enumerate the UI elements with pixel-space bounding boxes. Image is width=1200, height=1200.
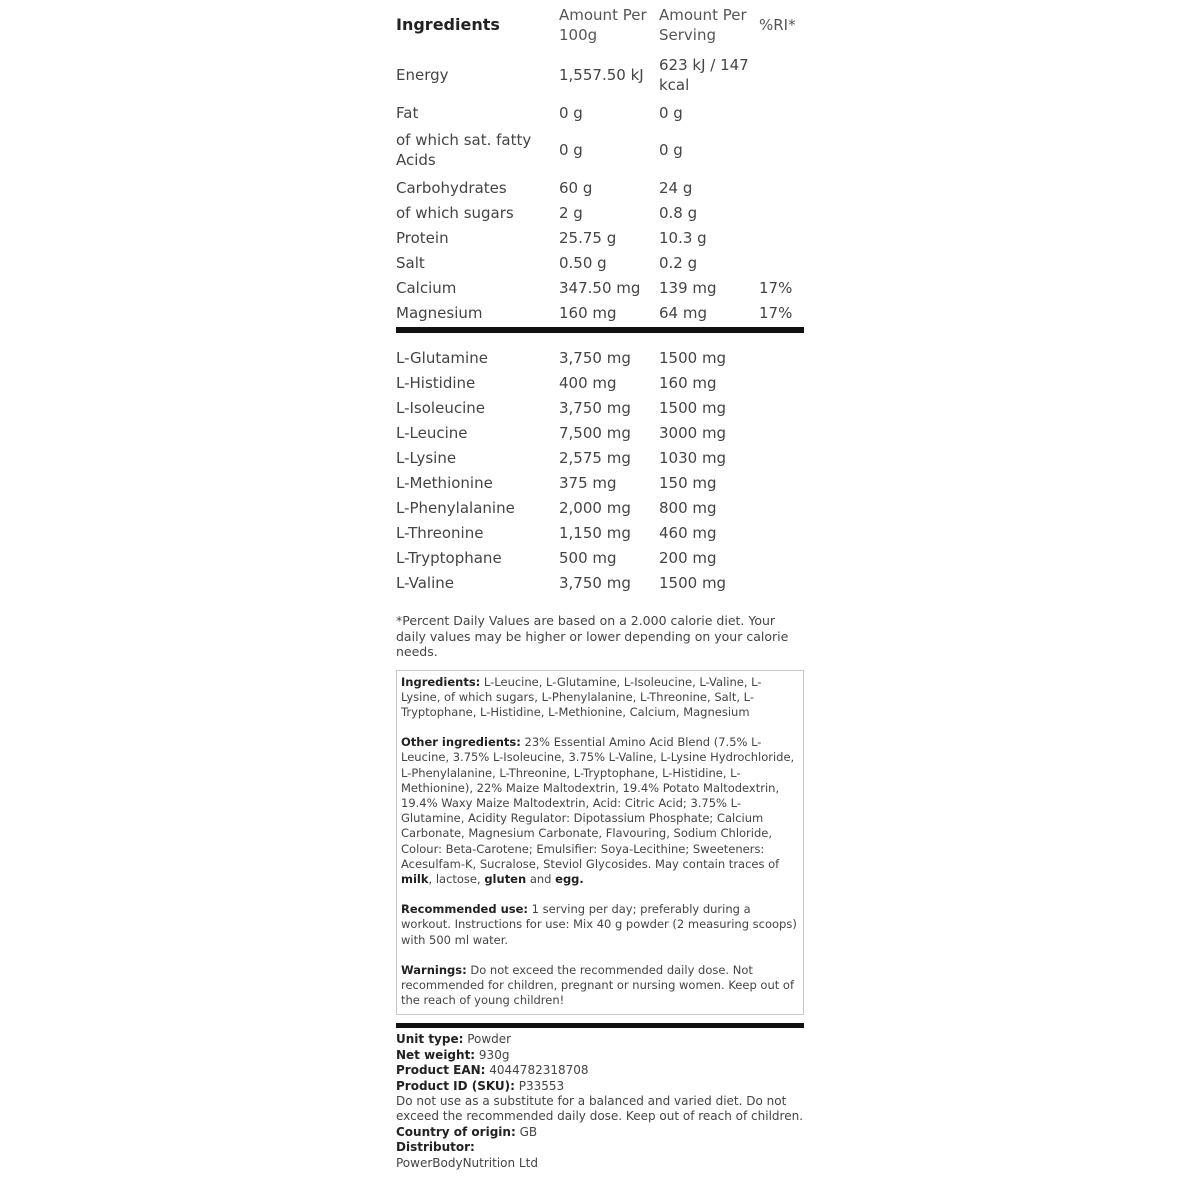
per-serving-value: 160 mg (659, 373, 717, 392)
per-100g-value: 0 g (559, 141, 583, 159)
per-100g-value: 500 mg (559, 548, 617, 567)
ean-value: 4044782318708 (485, 1063, 589, 1078)
nutrient-name: of which sat. fatty Acids (396, 131, 532, 169)
table-row (396, 250, 804, 275)
per-serving-value: 0 g (659, 103, 683, 122)
nutrient-name: Magnesium (396, 303, 483, 322)
per-serving-value: 3000 mg (659, 423, 727, 442)
per-serving-value: 623 kJ / 147 kcal (659, 56, 749, 94)
ri-value (759, 200, 804, 225)
per-serving-value: 1500 mg (659, 398, 727, 417)
per-100g-value: 3,750 mg (559, 398, 631, 417)
ri-value (759, 125, 804, 175)
table-row (396, 470, 804, 495)
net-weight-value: 930g (475, 1047, 510, 1062)
nutrient-name: Energy (396, 66, 449, 84)
amino-name: L-Threonine (396, 523, 484, 542)
table-row (396, 445, 804, 470)
ingredients-info-box (396, 670, 804, 1016)
allergen-gluten: gluten (484, 871, 527, 886)
ri-value (759, 175, 804, 200)
allergen-milk: milk (401, 871, 429, 886)
recommended-use-paragraph (401, 902, 799, 948)
per-100g-value: 2,000 mg (559, 498, 631, 517)
nutrient-name: Fat (396, 103, 419, 122)
nutrient-name: Carbohydrates (396, 178, 507, 197)
unit-type-value: Powder (463, 1032, 512, 1047)
nutrient-rows (396, 50, 804, 325)
allergen-egg: egg. (555, 871, 584, 886)
per-serving-value: 64 mg (659, 303, 707, 322)
header-ingredients: Ingredients (396, 15, 500, 34)
nutrient-name: of which sugars (396, 203, 514, 222)
unit-type-label: Unit type: (396, 1032, 464, 1047)
ri-value (759, 50, 804, 100)
daily-value-footnote: *Percent Daily Values are based on a 2.000 calorie diet. Your daily values may be higher or lower depending on your calorie needs. (396, 613, 789, 659)
amino-name: L-Methionine (396, 473, 493, 492)
distributor-line (396, 1140, 804, 1155)
table-row (396, 345, 804, 370)
unit-divider (396, 1023, 804, 1028)
per-serving-value: 1500 mg (659, 573, 727, 592)
unit-type-line (396, 1032, 804, 1047)
amino-name: L-Leucine (396, 423, 468, 442)
origin-value: GB (515, 1124, 538, 1139)
amino-name: L-Valine (396, 573, 454, 592)
ri-value (759, 250, 804, 275)
amino-acid-table (396, 345, 804, 595)
warnings-paragraph (401, 963, 799, 1009)
per-serving-value: 150 mg (659, 473, 717, 492)
per-serving-value: 460 mg (659, 523, 717, 542)
per-100g-value: 1,557.50 kJ (559, 66, 644, 84)
origin-label: Country of origin: (396, 1124, 516, 1139)
recommended-use-text: 1 serving per day; preferably during a workout. Instructions for use: Mix 40 g powder (2 measuring scoops) with 500 ml water. (401, 902, 797, 947)
table-row (396, 495, 804, 520)
per-100g-value: 2 g (559, 203, 583, 222)
per-100g-value: 375 mg (559, 473, 617, 492)
per-100g-value: 0 g (559, 103, 583, 122)
per-100g-value: 347.50 mg (559, 278, 641, 297)
table-row (396, 300, 804, 325)
amino-name: L-Isoleucine (396, 398, 485, 417)
per-serving-value: 1030 mg (659, 448, 727, 467)
per-serving-value: 0 g (659, 141, 683, 159)
warnings-label: Warnings: (401, 962, 467, 977)
ri-value (759, 225, 804, 250)
table-row (396, 225, 804, 250)
nutrient-name: Salt (396, 253, 425, 272)
ri-value: 17% (759, 303, 793, 322)
per-100g-value: 2,575 mg (559, 448, 631, 467)
per-100g-value: 160 mg (559, 303, 617, 322)
per-serving-value: 139 mg (659, 278, 717, 297)
sku-line (396, 1079, 804, 1094)
allergen-separator: and (526, 871, 556, 886)
per-serving-value: 10.3 g (659, 228, 707, 247)
table-row (396, 175, 804, 200)
amino-name: L-Lysine (396, 448, 457, 467)
per-serving-value: 1500 mg (659, 348, 727, 367)
table-row (396, 275, 804, 300)
sku-value: P33553 (514, 1078, 565, 1093)
other-ingredients-paragraph (401, 735, 799, 887)
ingredients-paragraph (401, 675, 799, 721)
amino-name: L-Tryptophane (396, 548, 502, 567)
per-serving-value: 24 g (659, 178, 693, 197)
nutrition-table (396, 0, 804, 325)
header-per-100g: Amount Per 100g (559, 6, 647, 44)
nutrition-panel (396, 0, 804, 1200)
other-ingredients-label: Other ingredients: (401, 735, 521, 750)
amino-name: L-Phenylalanine (396, 498, 515, 517)
table-row (396, 100, 804, 125)
table-row (396, 50, 804, 100)
other-ingredients-text: 23% Essential Amino Acid Blend (7.5% L-Leucine, 3.75% L-Isoleucine, 3.75% L-Valine, L-Lysine Hydrochloride, L-Phenylalanine, L-Threonine, L-Tryptophane, L-Histidine, L-Methionine), 22% Maize Maltodextrin, 19.4% Potato Maltodextrin, 19.4% Waxy Maize Maltodextrin, Acid: Citric Acid; 3.75% L-Glutamine, Acidity Regulator: Dipotassium Phosphate; Calcium Carbonate, Magnesium Carbonate, Flavouring, Sodium Chloride, Colour: Beta-Carotene; Emulsifier: Soya-Lecithine; Sweeteners: Acesulfam-K, Sucralose, Steviol Glycosides. May contain traces of (401, 735, 795, 871)
net-weight-line (396, 1048, 804, 1063)
nutrient-name: Calcium (396, 278, 457, 297)
ean-line (396, 1063, 804, 1078)
table-header-row (396, 0, 804, 50)
table-row (396, 200, 804, 225)
per-100g-value: 60 g (559, 178, 593, 197)
sku-label: Product ID (SKU): (396, 1078, 515, 1093)
header-ri: %RI* (759, 16, 796, 34)
distributor-label: Distributor: (396, 1140, 475, 1155)
table-row (396, 395, 804, 420)
per-serving-value: 200 mg (659, 548, 717, 567)
warnings-text: Do not exceed the recommended daily dose. Not recommended for children, pregnant or nursing women. Keep out of the reach of young children! (401, 962, 794, 1008)
per-serving-value: 800 mg (659, 498, 717, 517)
table-row (396, 125, 804, 175)
ean-label: Product EAN: (396, 1063, 486, 1078)
table-row (396, 520, 804, 545)
per-100g-value: 3,750 mg (559, 573, 631, 592)
per-100g-value: 400 mg (559, 373, 617, 392)
per-100g-value: 0.50 g (559, 253, 607, 272)
per-serving-value: 0.8 g (659, 203, 698, 222)
table-row (396, 545, 804, 570)
per-100g-value: 1,150 mg (559, 523, 631, 542)
disclaimer-text: Do not use as a substitute for a balanced and varied diet. Do not exceed the recommended daily dose. Keep out of reach of children. (396, 1093, 804, 1124)
ingredients-label: Ingredients: (401, 674, 481, 689)
recommended-use-label: Recommended use: (401, 902, 529, 917)
per-100g-value: 7,500 mg (559, 423, 631, 442)
per-100g-value: 25.75 g (559, 228, 617, 247)
nutrient-name: Protein (396, 228, 449, 247)
distributor-value: PowerBodyNutrition Ltd (396, 1155, 538, 1170)
table-row (396, 420, 804, 445)
table-row (396, 570, 804, 595)
per-100g-value: 3,750 mg (559, 348, 631, 367)
ri-value (759, 100, 804, 125)
ri-value: 17% (759, 278, 793, 297)
net-weight-label: Net weight: (396, 1047, 476, 1062)
header-per-serving: Amount Per Serving (659, 6, 747, 44)
amino-name: L-Histidine (396, 373, 476, 392)
unit-details (396, 1032, 804, 1171)
allergen-separator: , lactose, (428, 871, 485, 886)
ingredients-text: L-Leucine, L-Glutamine, L-Isoleucine, L-Valine, L-Lysine, of which sugars, L-Phenylalanine, L-Threonine, Salt, L-Tryptophane, L-Histidine, L-Methionine, Calcium, Magnesium (401, 674, 762, 719)
per-serving-value: 0.2 g (659, 253, 698, 272)
table-row (396, 370, 804, 395)
amino-name: L-Glutamine (396, 348, 488, 367)
origin-line (396, 1125, 804, 1140)
section-divider (396, 327, 804, 333)
